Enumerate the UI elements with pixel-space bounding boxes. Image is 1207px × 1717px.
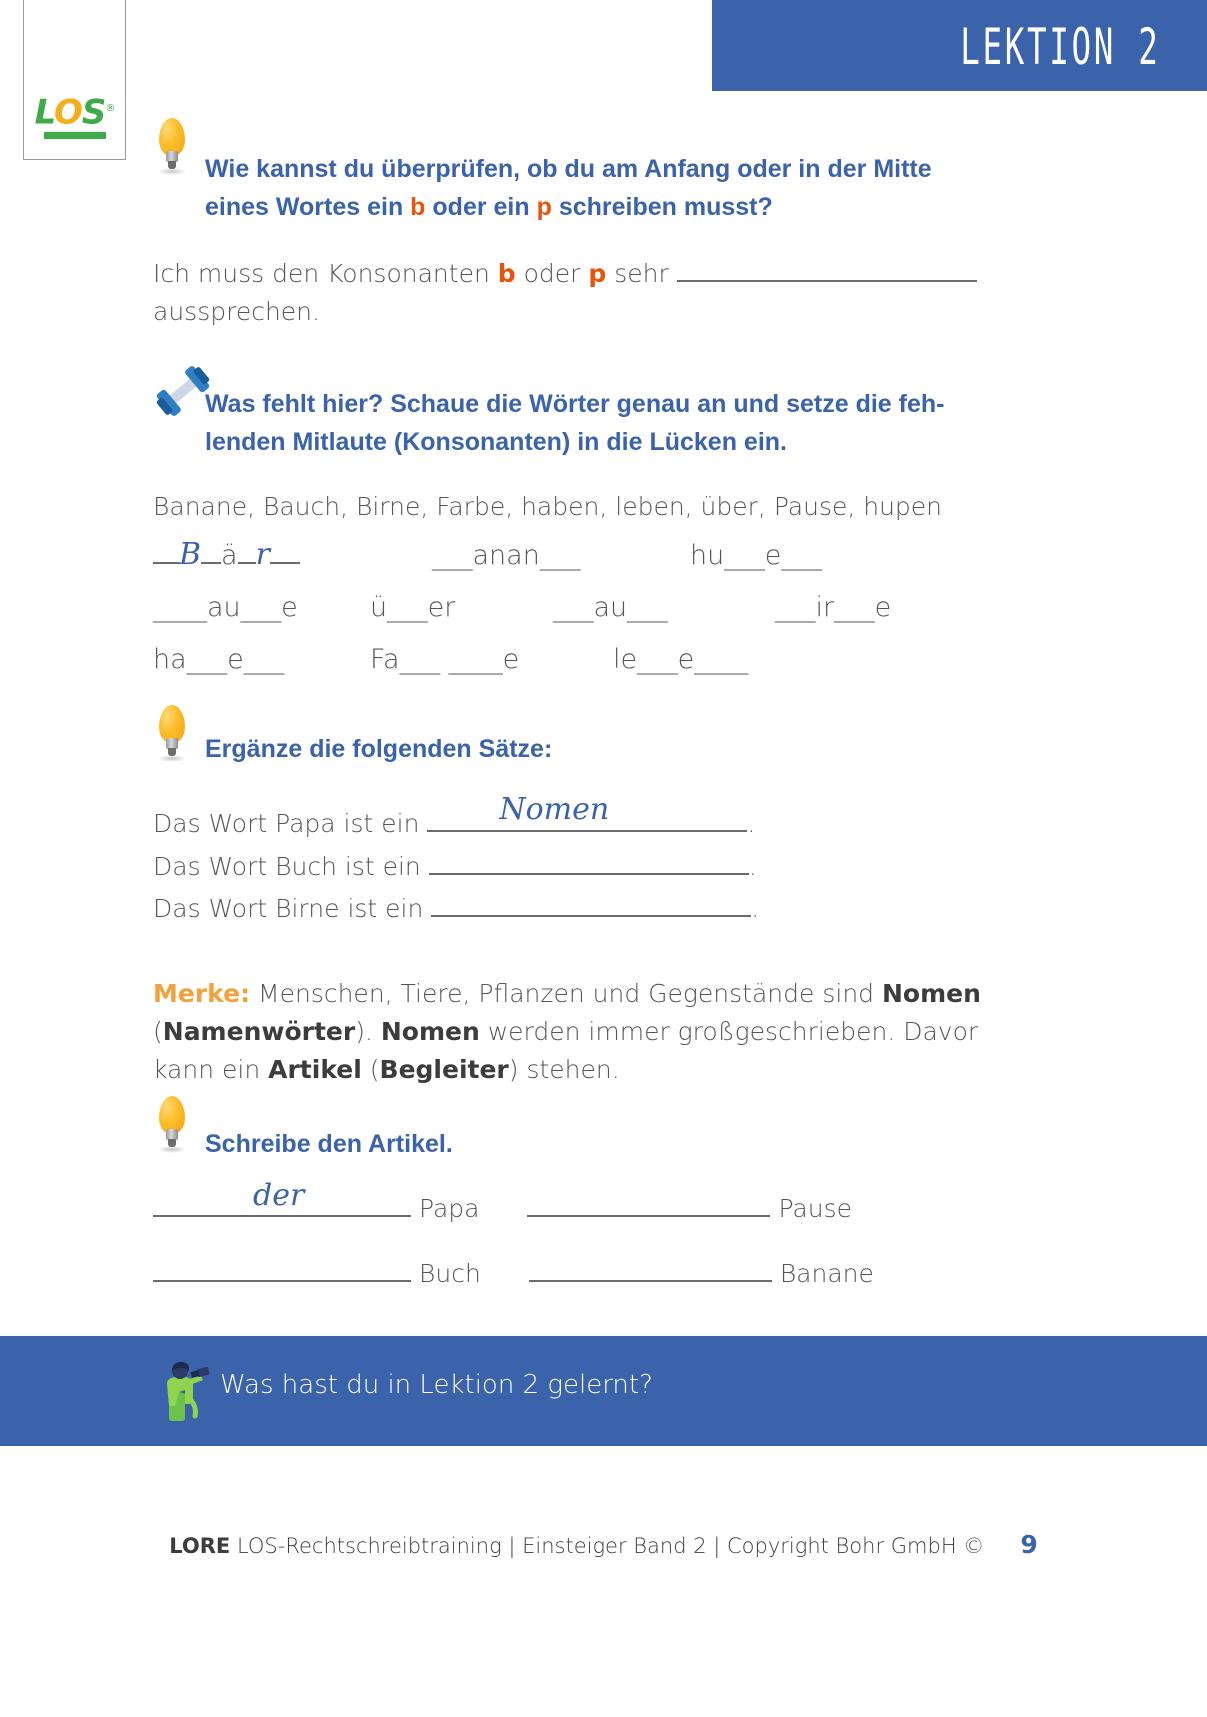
merke-label: Merke:	[153, 979, 251, 1008]
exercise2-word-list: Banane, Bauch, Birne, Farbe, haben, leben, über, Pause, hupen	[153, 492, 943, 521]
sentence-papa	[153, 792, 756, 843]
exercise1-prompt-line2b: oder ein	[425, 193, 537, 221]
answer-text-a: Ich muss den Konsonanten	[153, 259, 498, 288]
exercise1-blank-line[interactable]	[677, 256, 977, 282]
merke-box	[153, 975, 1043, 1089]
logo-letter-o: O	[54, 92, 82, 133]
merke-line2-mid: ).	[355, 1017, 381, 1046]
scout-telescope-icon	[155, 1360, 211, 1422]
blank-birne[interactable]: ___ir___e	[775, 592, 892, 623]
exercise4-prompt: Schreibe den Artikel.	[205, 1130, 453, 1158]
exercise1-answer-sentence	[153, 255, 1053, 331]
lightbulb-icon	[155, 1096, 189, 1154]
blank-baer-mid: ä	[221, 540, 238, 571]
page-number: 9	[1020, 1530, 1038, 1559]
exercise1-prompt-line2c: schreiben musst?	[551, 193, 773, 221]
merke-bold-artikel: Artikel	[268, 1055, 362, 1084]
reflection-banner-text: Was hast du in Lektion 2 gelernt?	[220, 1370, 653, 1400]
sentence-buch	[153, 848, 757, 886]
artikel-blank-pause[interactable]	[527, 1191, 770, 1217]
artikel-noun-papa: Papa	[419, 1194, 480, 1223]
artikel-blank-papa[interactable]	[153, 1178, 411, 1228]
reflection-banner	[0, 1336, 1207, 1446]
blank-banane[interactable]: ___anan___	[432, 540, 581, 571]
sentence-papa-blank[interactable]	[427, 792, 747, 843]
exercise1-prompt-line2a: eines Wortes ein	[205, 193, 411, 221]
sentence-papa-period: .	[747, 809, 756, 838]
logo-letter-s: S	[81, 92, 106, 133]
blank-ueber[interactable]: ü___er	[370, 592, 456, 623]
answer-highlight-b: b	[497, 259, 516, 288]
merke-line2-rest: werden immer großgeschrieben. Davor	[479, 1017, 979, 1046]
sentence-birne	[153, 890, 759, 928]
los-logo	[23, 0, 126, 160]
lightbulb-icon	[155, 118, 189, 176]
exercise2-prompt	[205, 385, 1015, 461]
handwritten-der: der	[253, 1178, 305, 1213]
answer-text-d: sehr	[606, 259, 677, 288]
merke-bold-begleiter: Begleiter	[379, 1055, 509, 1084]
handwritten-nomen: Nomen	[499, 792, 610, 827]
blank-farbe[interactable]: Fa___ ____e	[370, 644, 520, 675]
exercise1-highlight-b: b	[410, 193, 426, 221]
exercise3-prompt: Ergänze die folgenden Sätze:	[205, 735, 553, 763]
footer-lore-label: LORE	[169, 1534, 231, 1558]
exercise1-prompt-line1: Wie kannst du überprüfen, ob du am Anfang oder in der Mitte	[205, 155, 932, 183]
sentence-birne-blank[interactable]	[431, 891, 751, 917]
exercise2-prompt-line2: lenden Mitlaute (Konsonanten) in die Lücken ein.	[205, 428, 787, 456]
merke-line2-open: (	[153, 1017, 163, 1046]
merke-line3a: kann ein	[153, 1055, 269, 1084]
handwritten-B: B	[179, 537, 202, 572]
logo-registered-mark: ®	[105, 103, 115, 114]
artikel-row-2	[153, 1255, 874, 1293]
answer-text-e: aussprechen.	[153, 297, 320, 326]
lektion-banner	[712, 0, 1207, 91]
lightbulb-icon	[155, 705, 189, 763]
lektion-label: LEKTION 2	[959, 18, 1160, 77]
merke-line3-mid: (	[361, 1055, 380, 1084]
los-logo-wordmark	[34, 92, 115, 133]
logo-underline-bar	[44, 132, 106, 139]
sentence-birne-period: .	[751, 894, 760, 923]
logo-letter-l: L	[34, 92, 55, 133]
dumbbell-icon	[155, 363, 211, 419]
blank-bauch[interactable]: ____au___e	[153, 592, 298, 623]
merke-bold-nomen-2: Nomen	[380, 1017, 480, 1046]
merke-line3-rest: ) stehen.	[508, 1055, 620, 1084]
exercise1-prompt	[205, 150, 1005, 226]
sentence-buch-blank[interactable]	[429, 849, 749, 875]
blank-baer[interactable]	[153, 537, 300, 572]
blank-pause[interactable]: ___au___	[553, 592, 668, 623]
artikel-noun-buch: Buch	[419, 1259, 481, 1288]
blank-hupen[interactable]: hu___e___	[690, 540, 822, 571]
sentence-buch-text: Das Wort Buch ist ein	[153, 852, 429, 881]
answer-highlight-p: p	[588, 259, 607, 288]
exercise2-prompt-line1: Was fehlt hier? Schaue die Wörter genau an und setze die feh-	[205, 390, 945, 418]
merke-bold-namenwoerter: Namenwörter	[162, 1017, 356, 1046]
artikel-row-1	[153, 1178, 852, 1228]
artikel-noun-banane: Banane	[779, 1259, 874, 1288]
page-footer	[0, 1530, 1207, 1559]
footer-text: LOS-Rechtschreibtraining | Einsteiger Band 2 | Copyright Bohr GmbH ©	[230, 1534, 985, 1558]
merke-line1a: Menschen, Tiere, Pflanzen und Gegenstände sind	[250, 979, 882, 1008]
artikel-blank-buch[interactable]	[153, 1256, 411, 1282]
blank-haben[interactable]: ha___e___	[153, 644, 285, 675]
sentence-birne-text: Das Wort Birne ist ein	[153, 894, 432, 923]
exercise1-highlight-p: p	[536, 193, 552, 221]
answer-text-c: oder	[515, 259, 589, 288]
merke-bold-nomen-1: Nomen	[881, 979, 981, 1008]
sentence-papa-text: Das Wort Papa ist ein	[153, 809, 428, 838]
artikel-blank-banane[interactable]	[529, 1256, 772, 1282]
artikel-noun-pause: Pause	[778, 1194, 852, 1223]
sentence-buch-period: .	[748, 852, 757, 881]
handwritten-r: r	[255, 537, 270, 572]
blank-leben[interactable]: le___e____	[613, 644, 749, 675]
